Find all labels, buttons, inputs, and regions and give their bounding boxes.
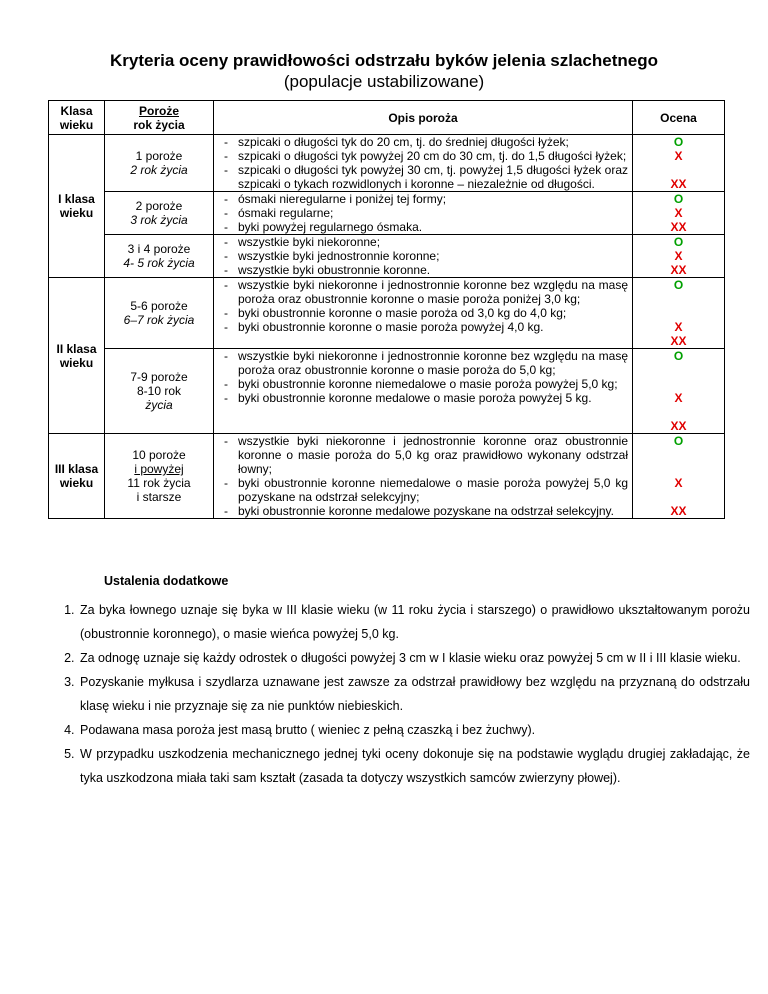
poroze-cell: 5-6 poroże 6–7 rok życia xyxy=(105,278,214,349)
ocena-cell: O X XX xyxy=(633,278,725,349)
ocena-cell: O X XX xyxy=(633,349,725,434)
ocena-cell: O X XX xyxy=(633,434,725,519)
class-ii-label: II klasa wieku xyxy=(49,278,105,434)
list-item: 5. W przypadku uszkodzenia mechanicznego jednej tyki oceny dokonuje się na podstawie wyglądu drugiej zakładając, że tyka uszkodzona miała taki sam kształt (zasada ta dotyczy wszystkich samców zwierzyny płowej). xyxy=(78,742,750,790)
opis-cell: - ósmaki nieregularne i poniżej tej formy; - ósmaki regularne; - byki powyżej regularnego ósmaka. xyxy=(214,192,633,235)
list-item: 3. Pozyskanie myłkusa i szydlarza uznawane jest zawsze za odstrzał prawidłowy bez względu na przyznaną do odstrzału klasę wieku i nie przyznaje się za nie punktów niebieskich. xyxy=(78,670,750,718)
opis-cell: - szpicaki o długości tyk do 20 cm, tj. do średniej długości łyżek; - szpicaki o długości tyk powyżej 20 cm do 30 cm, tj. do 1,5 długości łyżek; - szpicaki o długości tyk powyżej 30 cm, tj. powyżej 1,5 długości łyżek oraz szpicaki o tykach rozwidlonych i koronne – niezależnie od długości. xyxy=(214,135,633,192)
table-header-row xyxy=(49,101,725,135)
notes-heading: Ustalenia dodatkowe xyxy=(104,574,229,588)
opis-cell: - wszystkie byki niekoronne i jednostronnie koronne bez względu na masę poroża oraz obustronnie koronne o masie poroża do 5,0 kg; - byki obustronnie koronne niemedalowe o masie poroża powyżej 5,0 kg; - byki obustronnie koronne medalowe o masie poroża powyżej 5 kg. xyxy=(214,349,633,434)
opis-cell: - wszystkie byki niekoronne i jednostronnie koronne oraz obustronnie koronne o masie poroża do 5,0 kg oraz prawidłowo wykonany odstrzał łowny; - byki obustronnie koronne niemedalowe o masie poroża powyżej 5,0 kg pozyskane na odstrzał selekcyjny; - byki obustronnie koronne medalowe pozyskane na odstrzał selekcyjny. xyxy=(214,434,633,519)
opis-cell: - wszystkie byki niekoronne i jednostronnie koronne bez względu na masę poroża oraz obustronnie koronne o masie poroża poniżej 3,0 kg; - byki obustronnie koronne o masie poroża od 3,0 kg do 4,0 kg; - byki obustronnie koronne o masie poroża powyżej 4,0 kg. xyxy=(214,278,633,349)
header-ocena: Ocena xyxy=(633,101,725,135)
list-item: 4. Podawana masa poroża jest masą brutto ( wieniec z pełną czaszką i bez żuchwy). xyxy=(78,718,750,742)
header-klasa: Klasa wieku xyxy=(49,101,105,135)
class-iii-label: III klasa wieku xyxy=(49,434,105,519)
title-line-2: (populacje ustabilizowane) xyxy=(283,72,485,91)
title-line-1: Kryteria oceny prawidłowości odstrzału byków jelenia szlachetnego xyxy=(110,51,658,70)
table-row xyxy=(49,235,725,278)
poroze-cell: 2 poroże 3 rok życia xyxy=(105,192,214,235)
table-row xyxy=(49,349,725,434)
table-row xyxy=(49,278,725,349)
opis-cell: - wszystkie byki niekoronne; - wszystkie byki jednostronnie koronne; - wszystkie byki obustronnie koronne. xyxy=(214,235,633,278)
ocena-cell: O X XX xyxy=(633,192,725,235)
list-item: 1. Za byka łownego uznaje się byka w III klasie wieku (w 11 roku życia i starszego) o prawidłowo ukształtowanym porożu (obustronnie koronnego), o masie wieńca powyżej 5,0 kg. xyxy=(78,598,750,646)
table-row xyxy=(49,135,725,192)
poroze-cell: 1 poroże 2 rok życia xyxy=(105,135,214,192)
header-poroze: Poroże rok życia xyxy=(105,101,214,135)
criteria-table xyxy=(48,100,725,519)
table-row xyxy=(49,192,725,235)
notes-list xyxy=(48,598,750,790)
poroze-cell: 3 i 4 poroże 4- 5 rok życia xyxy=(105,235,214,278)
poroze-cell: 10 poroże i powyżej 11 rok życia i starsze xyxy=(105,434,214,519)
poroze-cell: 7-9 poroże 8-10 rok życia xyxy=(105,349,214,434)
header-opis: Opis poroża xyxy=(214,101,633,135)
document-title xyxy=(0,50,768,92)
list-item: 2. Za odnogę uznaje się każdy odrostek o długości powyżej 3 cm w I klasie wieku oraz powyżej 5 cm w II i III klasie wieku. xyxy=(78,646,750,670)
table-row xyxy=(49,434,725,519)
ocena-cell: O X XX xyxy=(633,235,725,278)
ocena-cell: O X XX xyxy=(633,135,725,192)
class-i-label: I klasa wieku xyxy=(49,135,105,278)
